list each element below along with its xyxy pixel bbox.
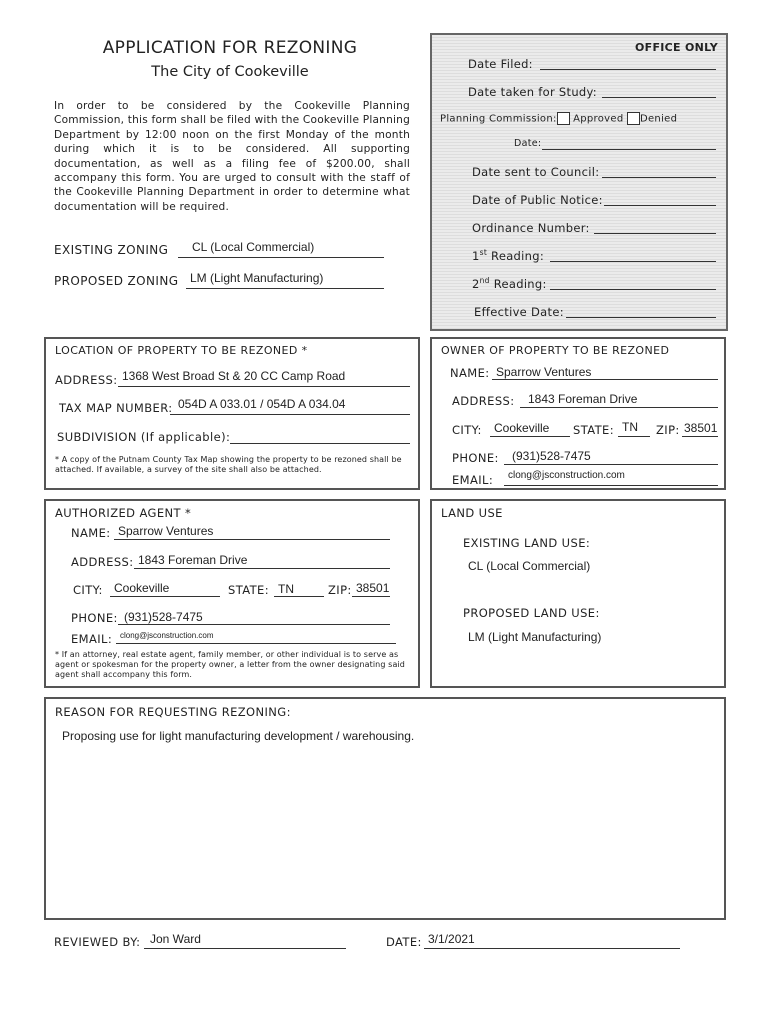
location-box bbox=[44, 337, 420, 490]
office-only-heading: OFFICE ONLY bbox=[634, 41, 718, 54]
tax-map-label: TAX MAP NUMBER: bbox=[59, 401, 173, 415]
reviewed-by-value: Jon Ward bbox=[150, 932, 201, 946]
date-notice-field[interactable] bbox=[604, 193, 716, 206]
approved-label: Approved bbox=[573, 113, 624, 125]
owner-box bbox=[430, 337, 726, 490]
reason-heading: REASON FOR REQUESTING REZONING: bbox=[55, 705, 291, 719]
effective-date-field[interactable] bbox=[566, 305, 716, 318]
office-only-box bbox=[430, 33, 728, 331]
owner-zip-value: 38501 bbox=[684, 421, 718, 435]
approved-checkbox[interactable] bbox=[557, 112, 570, 125]
agent-name-value: Sparrow Ventures bbox=[118, 524, 214, 538]
existing-zoning-value: CL (Local Commercial) bbox=[192, 240, 315, 254]
location-heading: LOCATION OF PROPERTY TO BE REZONED * bbox=[55, 344, 308, 357]
proposed-zoning-label: PROPOSED ZONING bbox=[54, 274, 179, 288]
first-reading-label: 1st Reading: bbox=[472, 248, 545, 263]
agent-address-label: ADDRESS: bbox=[71, 555, 134, 569]
agent-name-label: NAME: bbox=[71, 526, 111, 540]
existing-land-use-value[interactable]: CL (Local Commercial) bbox=[468, 559, 591, 573]
agent-state-label: STATE: bbox=[228, 583, 269, 597]
owner-address-value: 1843 Foreman Drive bbox=[528, 392, 638, 406]
subdivision-field[interactable] bbox=[230, 429, 410, 444]
form-subtitle: The City of Cookeville bbox=[151, 64, 309, 80]
effective-date-label: Effective Date: bbox=[474, 305, 564, 319]
pc-date-label: Date: bbox=[514, 138, 542, 149]
owner-zip-label: ZIP: bbox=[656, 423, 680, 437]
form-title: APPLICATION FOR REZONING bbox=[102, 38, 358, 58]
proposed-land-use-value[interactable]: LM (Light Manufacturing) bbox=[468, 630, 602, 644]
owner-state-value: TN bbox=[622, 420, 638, 434]
agent-heading: AUTHORIZED AGENT * bbox=[55, 506, 192, 520]
owner-email-label: EMAIL: bbox=[452, 473, 494, 487]
proposed-zoning-value: LM (Light Manufacturing) bbox=[190, 271, 324, 285]
date-filed-field[interactable] bbox=[540, 57, 716, 70]
reason-value[interactable]: Proposing use for light manufacturing development / warehousing. bbox=[62, 729, 415, 743]
land-use-box bbox=[430, 499, 726, 688]
footer-date-label: DATE: bbox=[386, 935, 422, 949]
date-notice-label: Date of Public Notice: bbox=[472, 193, 603, 207]
date-council-label: Date sent to Council: bbox=[472, 165, 600, 179]
proposed-land-use-label: PROPOSED LAND USE: bbox=[463, 606, 600, 620]
owner-name-value: Sparrow Ventures bbox=[496, 365, 592, 379]
planning-commission-label: Planning Commission: bbox=[440, 113, 557, 125]
location-address-value: 1368 West Broad St & 20 CC Camp Road bbox=[122, 369, 346, 383]
pc-date-field[interactable] bbox=[542, 138, 716, 150]
owner-email-value: clong@jsconstruction.com bbox=[508, 470, 625, 481]
location-note: * A copy of the Putnam County Tax Map showing the property to be rezoned shall be attached. If available, a survey of the site shall also be attached. bbox=[55, 455, 402, 474]
agent-email-value: clong@jsconstruction.com bbox=[120, 631, 214, 640]
intro-paragraph: In order to be considered by the Cookeville Planning Commission, this form shall be filed with the Cookeville Planning Department by 12:00 noon on the first Monday of the month during which it is to be considered. All supporting documentation, as well as a filing fee of $200.00, shall accompany this form. You are urged to consult with the staff of the Cookeville Planning Department in order to determine what documentation will be required. bbox=[54, 100, 410, 213]
existing-land-use-label: EXISTING LAND USE: bbox=[463, 536, 591, 550]
date-council-field[interactable] bbox=[602, 165, 716, 178]
date-study-label: Date taken for Study: bbox=[468, 85, 597, 99]
second-reading-field[interactable] bbox=[550, 276, 716, 290]
reviewed-by-label: REVIEWED BY: bbox=[54, 935, 141, 949]
agent-phone-value: (931)528-7475 bbox=[124, 610, 203, 624]
existing-zoning-label: EXISTING ZONING bbox=[54, 243, 169, 257]
denied-checkbox[interactable] bbox=[627, 112, 640, 125]
owner-heading: OWNER OF PROPERTY TO BE REZONED bbox=[441, 344, 670, 357]
agent-phone-label: PHONE: bbox=[71, 611, 118, 625]
tax-map-value: 054D A 033.01 / 054D A 034.04 bbox=[178, 397, 346, 411]
land-use-heading: LAND USE bbox=[441, 506, 503, 520]
ordinance-label: Ordinance Number: bbox=[472, 221, 590, 235]
agent-state-value: TN bbox=[278, 582, 294, 596]
owner-state-label: STATE: bbox=[573, 423, 614, 437]
agent-zip-value: 38501 bbox=[356, 581, 390, 595]
owner-city-label: CITY: bbox=[452, 423, 482, 437]
subdivision-label: SUBDIVISION (If applicable): bbox=[57, 430, 231, 444]
agent-city-value: Cookeville bbox=[114, 581, 170, 595]
agent-address-value: 1843 Foreman Drive bbox=[138, 553, 248, 567]
owner-city-value: Cookeville bbox=[494, 421, 550, 435]
agent-box bbox=[44, 499, 420, 688]
agent-zip-label: ZIP: bbox=[328, 583, 352, 597]
location-address-label: ADDRESS: bbox=[55, 373, 118, 387]
footer-date-value: 3/1/2021 bbox=[428, 932, 475, 946]
agent-email-label: EMAIL: bbox=[71, 632, 113, 646]
planning-commission-row bbox=[440, 112, 677, 125]
first-reading-field[interactable] bbox=[550, 248, 716, 262]
owner-address-label: ADDRESS: bbox=[452, 394, 515, 408]
ordinance-field[interactable] bbox=[594, 221, 716, 234]
date-study-field[interactable] bbox=[602, 85, 716, 98]
owner-phone-label: PHONE: bbox=[452, 451, 499, 465]
agent-note: * If an attorney, real estate agent, family member, or other individual is to serve as agent or spokesman for the property owner, a letter from the owner designating said agent shall accompany this form. bbox=[55, 650, 405, 679]
agent-city-label: CITY: bbox=[73, 583, 103, 597]
second-reading-label: 2nd Reading: bbox=[472, 276, 547, 291]
owner-phone-value: (931)528-7475 bbox=[512, 449, 591, 463]
owner-name-label: NAME: bbox=[450, 366, 490, 380]
reason-box bbox=[44, 697, 726, 920]
denied-label: Denied bbox=[639, 113, 678, 125]
date-filed-label: Date Filed: bbox=[468, 57, 533, 71]
